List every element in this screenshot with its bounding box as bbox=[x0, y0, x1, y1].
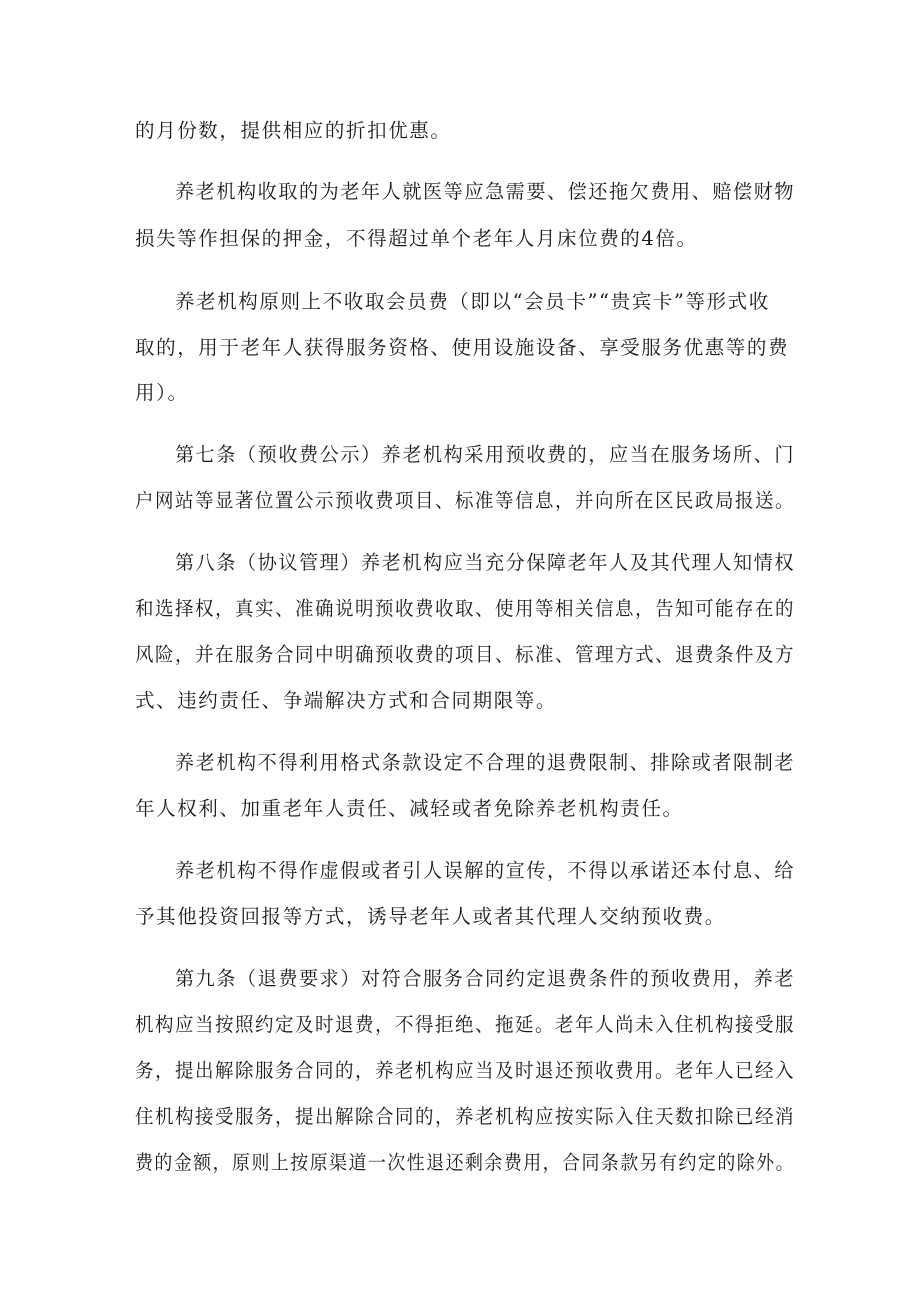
document-page: 的月份数，提供相应的折扣优惠。 养老机构收取的为老年人就医等应急需要、偿还拖欠费用、赔偿财物 损失等作担保的押金，不得超过单个老年人月床位费的4倍。 养老机构原则上不收取会员费（即以“会员卡”“贵宾卡”等形式收 取的，用于老年人获得服务资格、使用设施设备、享受服务优惠等的费 用）。 第七条（预收费公示）养老机构采用预收费的，应当在服务场所、门 户网站等显著位置公示预收费项目、标准等信息，并向所在区民政局报送。 第八条（协议管理）养老机构应当充分保障老年人及其代理人知情权 和选择权，真实、准确说明预收费收取、使用等相关信息，告知可能存在的 风险，并在服务合同中明确预收费的项目、标准、管理方式、退费条件及方 式、违约责任、争端解决方式和合同期限等。 养老机构不得利用格式条款设定不合理的退费限制、排除或者限制老 年人权利、加重老年人责任、减轻或者免除养老机构责任。 养老机构不得作虚假或者引人误解的宣传，不得以承诺还本付息、给 予其他投资回报等方式，诱导老年人或者其代理人交纳预收费。 第九条（退费要求）对符合服务合同约定退费条件的预收费用，养老 机构应当按照约定及时退费，不得拒绝、拖延。老年人尚未入住机构接受服 务，提出解除服务合同的，养老机构应当及时退还预收费用。老年人已经入 住机构接受服务，提出解除合同的，养老机构应按实际入住天数扣除已经消 费的金额，原则上按原渠道一次性退还剩余费用，合同条款另有约定的除外。 bbox=[0, 0, 920, 1301]
